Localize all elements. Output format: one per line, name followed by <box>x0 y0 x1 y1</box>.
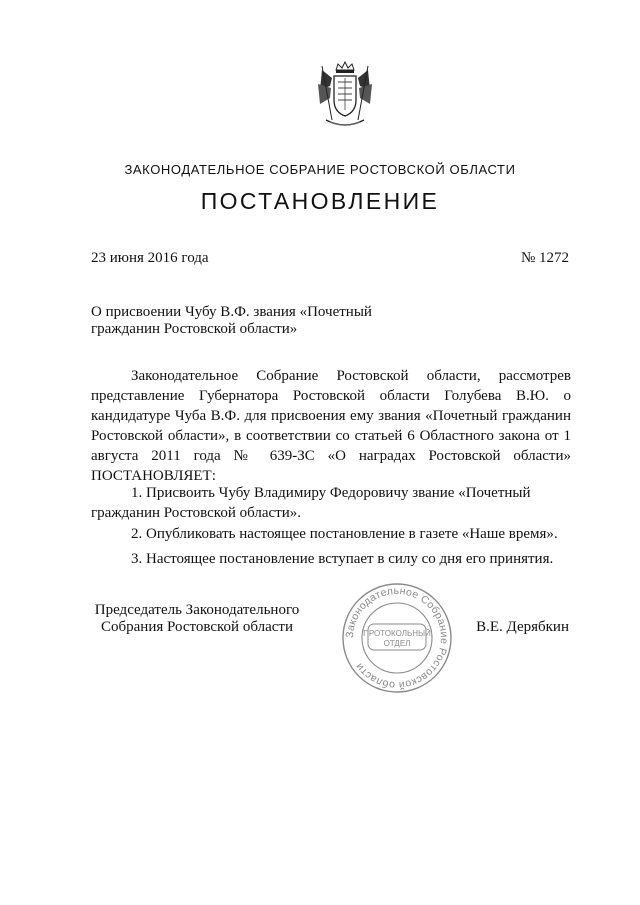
svg-text:ОТДЕЛ: ОТДЕЛ <box>383 639 411 648</box>
svg-text:Законодательное Собрание Росто: Законодательное Собрание Ростовской области <box>343 584 451 692</box>
document-subject: О присвоении Чубу В.Ф. звания «Почетный гражданин Ростовской области» <box>91 304 372 337</box>
signatory-position: Председатель Законодательного Собрания Ростовской области <box>94 602 300 635</box>
document-number: № 1272 <box>520 250 569 266</box>
organization-name: ЗАКОНОДАТЕЛЬНОЕ СОБРАНИЕ РОСТОВСКОЙ ОБЛАСТИ <box>124 162 516 177</box>
signatory-name: В.Е. Дерябкин <box>476 619 569 635</box>
document-title: ПОСТАНОВЛЕНИЕ <box>200 188 440 214</box>
official-stamp <box>340 582 454 694</box>
svg-text:ПРОТОКОЛЬНЫЙ: ПРОТОКОЛЬНЫЙ <box>363 629 431 638</box>
preamble-paragraph: Законодательное Собрание Ростовской области, рассмотрев представление Губернатора Ростовской области Голубева В.Ю. о кандидатуре Чуба В.Ф. для присвоения ему звания «Почетный гражданин Ростовской области», в соответствии со статьей 6 Областного закона от 1 августа 2011 года № 639-ЗС «О наградах Ростовской области» ПОСТАНОВЛЯЕТ: <box>91 368 571 484</box>
document-date: 23 июня 2016 года <box>91 250 209 266</box>
resolution-item-3: 3. Настоящее постановление вступает в силу со дня его принятия. <box>131 551 554 567</box>
resolution-item-1: 1. Присвоить Чубу Владимиру Федоровичу звание «Почетный гражданин Ростовской области». <box>91 485 531 521</box>
coat-of-arms-icon <box>314 60 376 132</box>
resolution-item-2: 2. Опубликовать настоящее постановление в газете «Наше время». <box>131 526 558 542</box>
